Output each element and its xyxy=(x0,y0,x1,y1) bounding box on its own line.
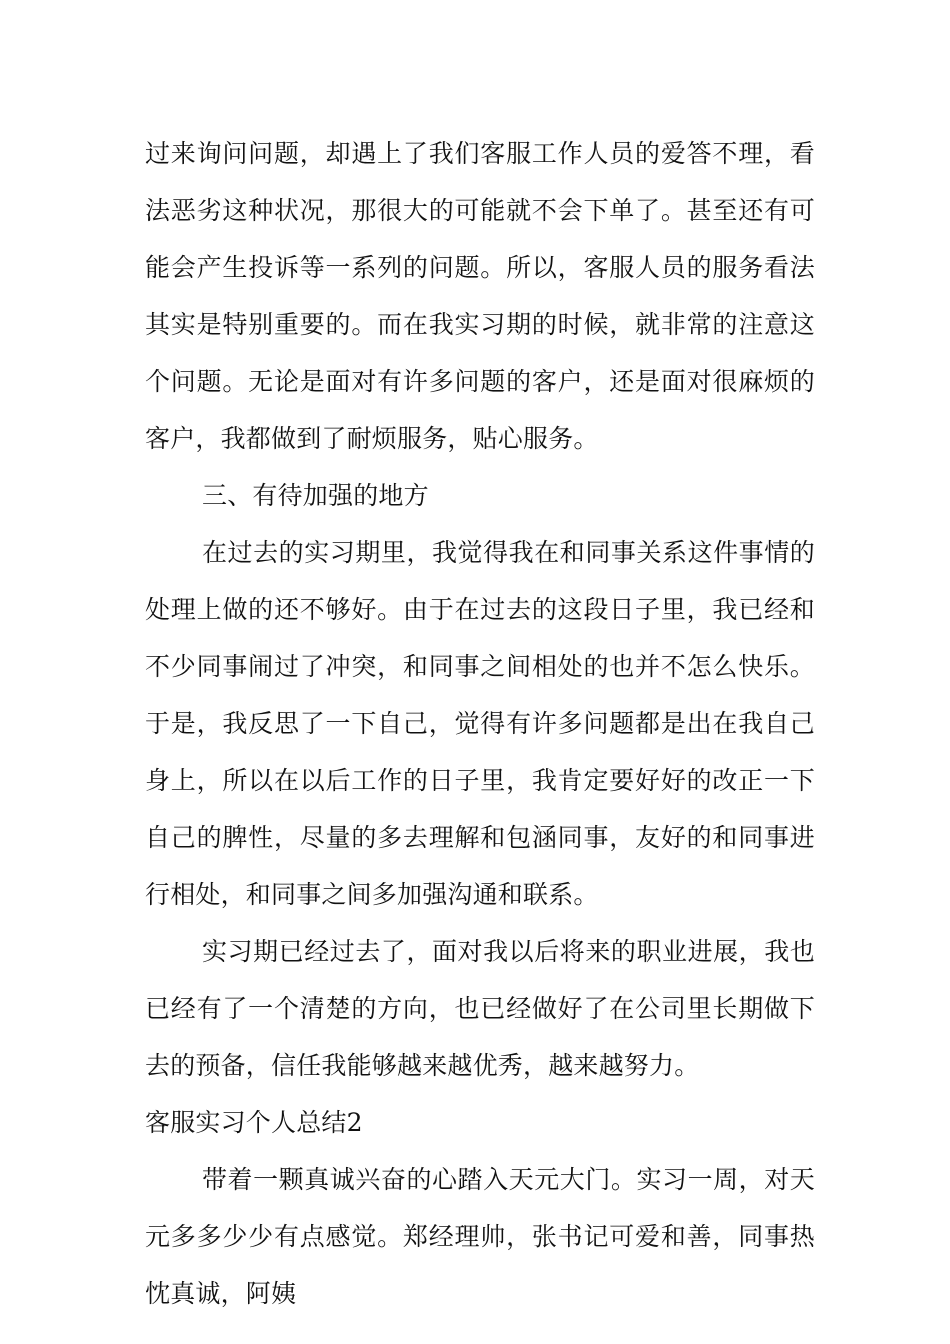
paragraph-introduction: 带着一颗真诚兴奋的心踏入天元大门。实习一周，对天元多多少少有点感觉。郑经理帅，张书记可爱和善，同事热忱真诚，阿姨 xyxy=(145,1165,815,1308)
document-body xyxy=(145,125,815,1322)
paragraph-colleague-relations: 在过去的实习期里，我觉得我在和同事关系这件事情的处理上做的还不够好。由于在过去的这段日子里，我已经和不少同事闹过了冲突，和同事之间相处的也并不怎么快乐。于是，我反思了一下自己，觉得有许多问题都是出在我自己身上，所以在以后工作的日子里，我肯定要好好的改正一下自己的脾性，尽量的多去理解和包涵同事，友好的和同事进行相处，和同事之间多加强沟通和联系。 xyxy=(145,538,815,909)
section-heading: 三、有待加强的地方 xyxy=(202,481,429,510)
document-title: 客服实习个人总结2 xyxy=(145,1108,363,1137)
paragraph-continuation: 过来询问问题，却遇上了我们客服工作人员的爱答不理，看法恶劣这种状况，那很大的可能就不会下单了。甚至还有可能会产生投诉等一系列的问题。所以，客服人员的服务看法其实是特别重要的。而在我实习期的时候，就非常的注意这个问题。无论是面对有许多问题的客户，还是面对很麻烦的客户，我都做到了耐烦服务，贴心服务。 xyxy=(145,139,815,453)
paragraph-future-direction: 实习期已经过去了，面对我以后将来的职业进展，我也已经有了一个清楚的方向，也已经做好了在公司里长期做下去的预备，信任我能够越来越优秀，越来越努力。 xyxy=(145,937,815,1080)
